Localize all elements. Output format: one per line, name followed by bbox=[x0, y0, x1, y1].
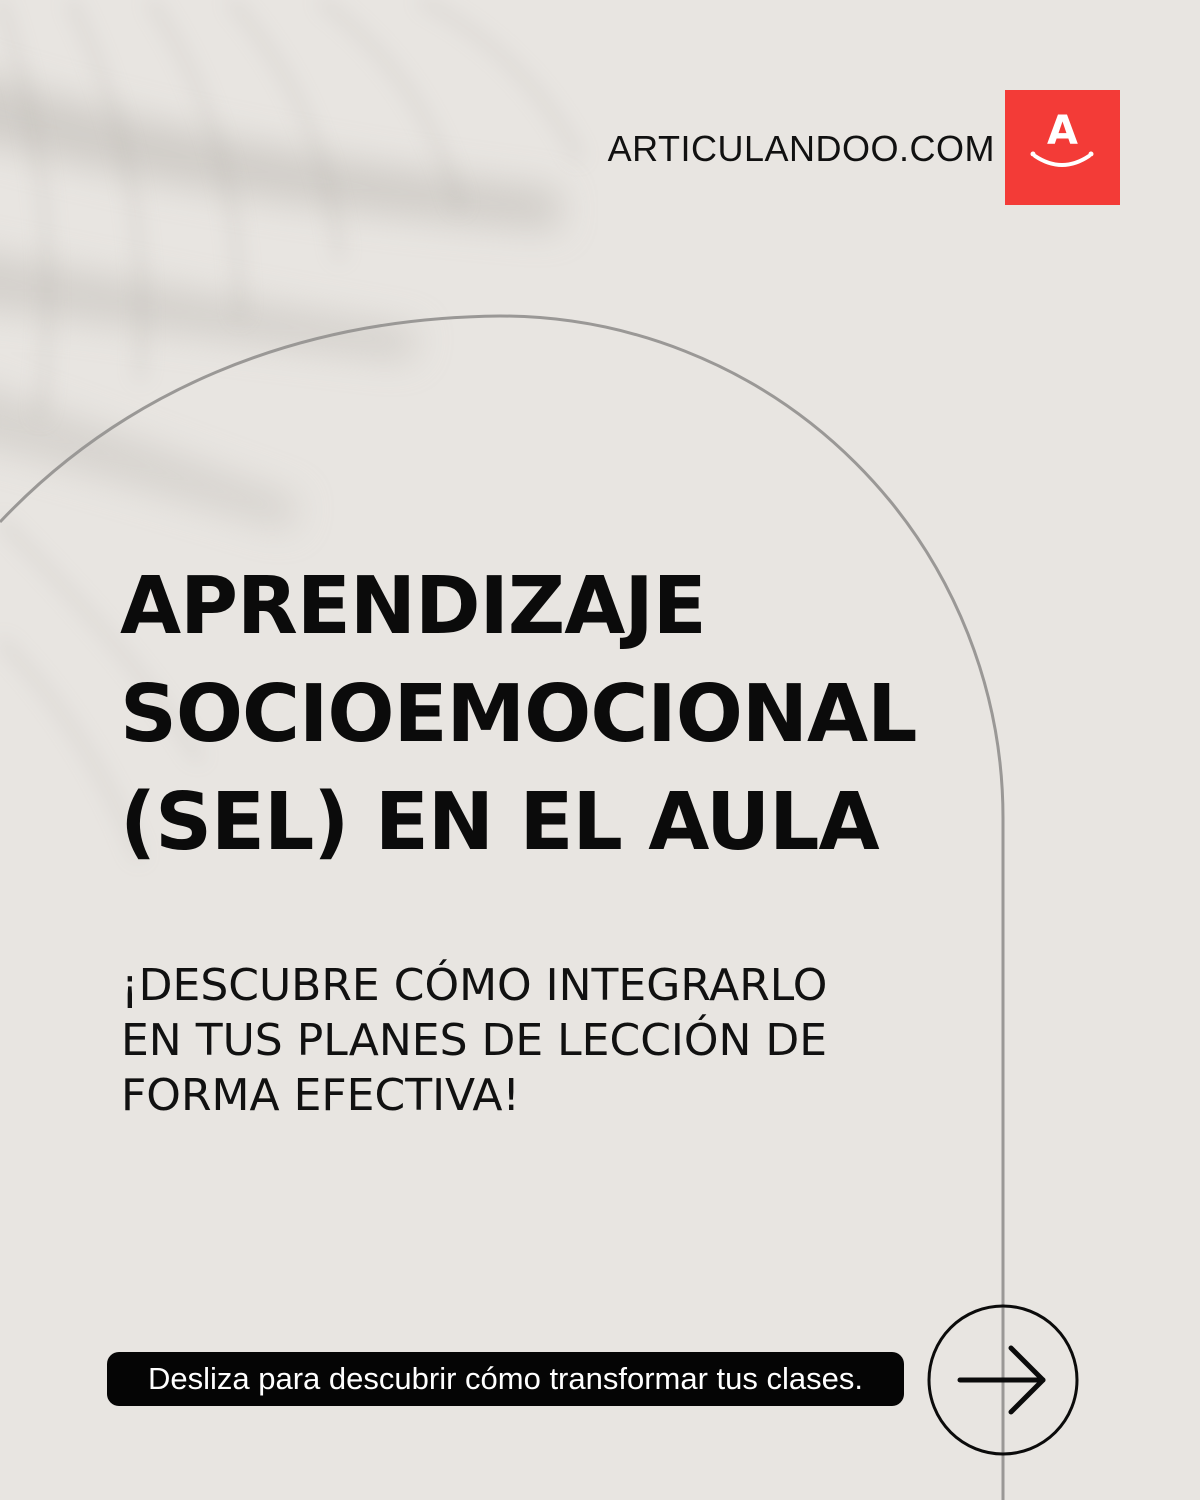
headline bbox=[120, 552, 1000, 876]
headline-line-2: SOCIOEMOCIONAL bbox=[120, 668, 917, 760]
brand-logo[interactable] bbox=[1005, 90, 1120, 205]
headline-line-1: APRENDIZAJE bbox=[120, 560, 706, 652]
subtitle-line-1: ¡DESCUBRE CÓMO INTEGRARLO bbox=[121, 960, 828, 1011]
site-name[interactable]: ARTICULANDOO.COM bbox=[607, 128, 995, 169]
next-slide-button[interactable] bbox=[927, 1304, 1079, 1456]
logo-letter: A bbox=[1047, 108, 1078, 154]
swipe-hint-pill: Desliza para descubrir cómo transformar tus clases. bbox=[107, 1352, 904, 1406]
smile-icon bbox=[1005, 90, 1120, 205]
subtitle-line-2: EN TUS PLANES DE LECCIÓN DE bbox=[121, 1015, 828, 1066]
subtitle-line-3: FORMA EFECTIVA! bbox=[121, 1070, 521, 1121]
subtitle bbox=[121, 958, 941, 1123]
headline-line-3: (SEL) EN EL AULA bbox=[120, 776, 879, 868]
arrow-right-icon bbox=[927, 1304, 1079, 1456]
